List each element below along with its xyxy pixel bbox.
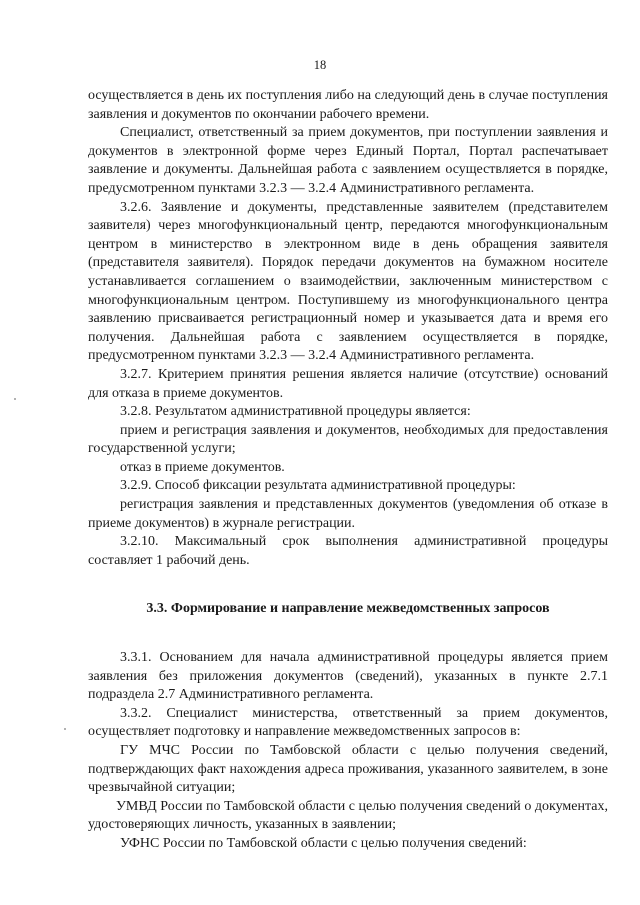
scan-speck <box>64 728 66 730</box>
paragraph-3-3-1: 3.3.1. Основанием для начала административной процедуры является прием заявления без приложения документов (сведений), указанных в пункте 2.7.1 подраздела 2.7 Административного регламента. <box>88 650 608 703</box>
paragraph-mchs-request: ГУ МЧС России по Тамбовской области с целью получения сведений, подтверждающих факт нахождения адреса проживания, указанного заявителем, в зоне чрезвычайной ситуации; <box>88 743 608 796</box>
paragraph-result-registration: прием и регистрация заявления и документов, необходимых для предоставления государственной услуги; <box>88 422 608 457</box>
paragraph-3-2-9: 3.2.9. Способ фиксации результата административной процедуры: <box>120 478 516 494</box>
paragraph-3-2-7: 3.2.7. Критерием принятия решения является наличие (отсутствие) оснований для отказа в приеме документов. <box>88 366 608 401</box>
document-body <box>88 87 608 854</box>
paragraph-3-2-6: 3.2.6. Заявление и документы, представленные заявителем (представителем заявителя) через многофункциональный центр, передаются многофункциональным центром в министерство в электронном виде в день обращения заявителя (представителя заявителя). Порядок передачи документов на бумажном носителе устанавливается соглашением о взаимодействии, заключенным министерством с многофункциональным центром. Поступившему из многофункционального центра заявлению присваивается регистрационный номер и указывается дата и время его получения. Дальнейшая работа с заявлением осуществляется в порядке, предусмотренном пунктами 3.2.3 — 3.2.4 Административного регламента. <box>88 199 608 364</box>
paragraph-continuation: осуществляется в день их поступления либо на следующий день в случае поступления заявления и документов по окончании рабочего времени. <box>88 88 608 122</box>
paragraph-result-refusal: отказ в приеме документов. <box>120 459 285 475</box>
paragraph-3-3-2: 3.3.2. Специалист министерства, ответственный за прием документов, осуществляет подготовку и направление межведомственных запросов в: <box>88 705 608 740</box>
paragraph-3-2-8: 3.2.8. Результатом административной процедуры является: <box>120 404 471 420</box>
paragraph-specialist-electronic: Специалист, ответственный за прием документов, при поступлении заявления и документов в электронной форме через Единый Портал, Портал распечатывает заявление и документы. Дальнейшая работа с заявлением осуществляется в порядке, предусмотренном пунктами 3.2.3 — 3.2.4 Административного регламента. <box>88 125 608 196</box>
scan-speck <box>14 398 16 400</box>
paragraph-3-2-10: 3.2.10. Максимальный срок выполнения административной процедуры составляет 1 рабочий день. <box>88 534 608 568</box>
page-number: 18 <box>313 58 327 72</box>
paragraph-fixation-method: регистрация заявления и представленных документов (уведомления об отказе в приеме документов) в журнале регистрации. <box>88 497 608 531</box>
section-heading-3-3: 3.3. Формирование и направление межведомственных запросов <box>146 601 550 617</box>
paragraph-umvd-request: УМВД России по Тамбовской области с целью получения сведений о документах, удостоверяющих личность, указанных в заявлении; <box>88 798 608 833</box>
paragraph-ufns-request: УФНС России по Тамбовской области с целью получения сведений: <box>120 835 527 851</box>
